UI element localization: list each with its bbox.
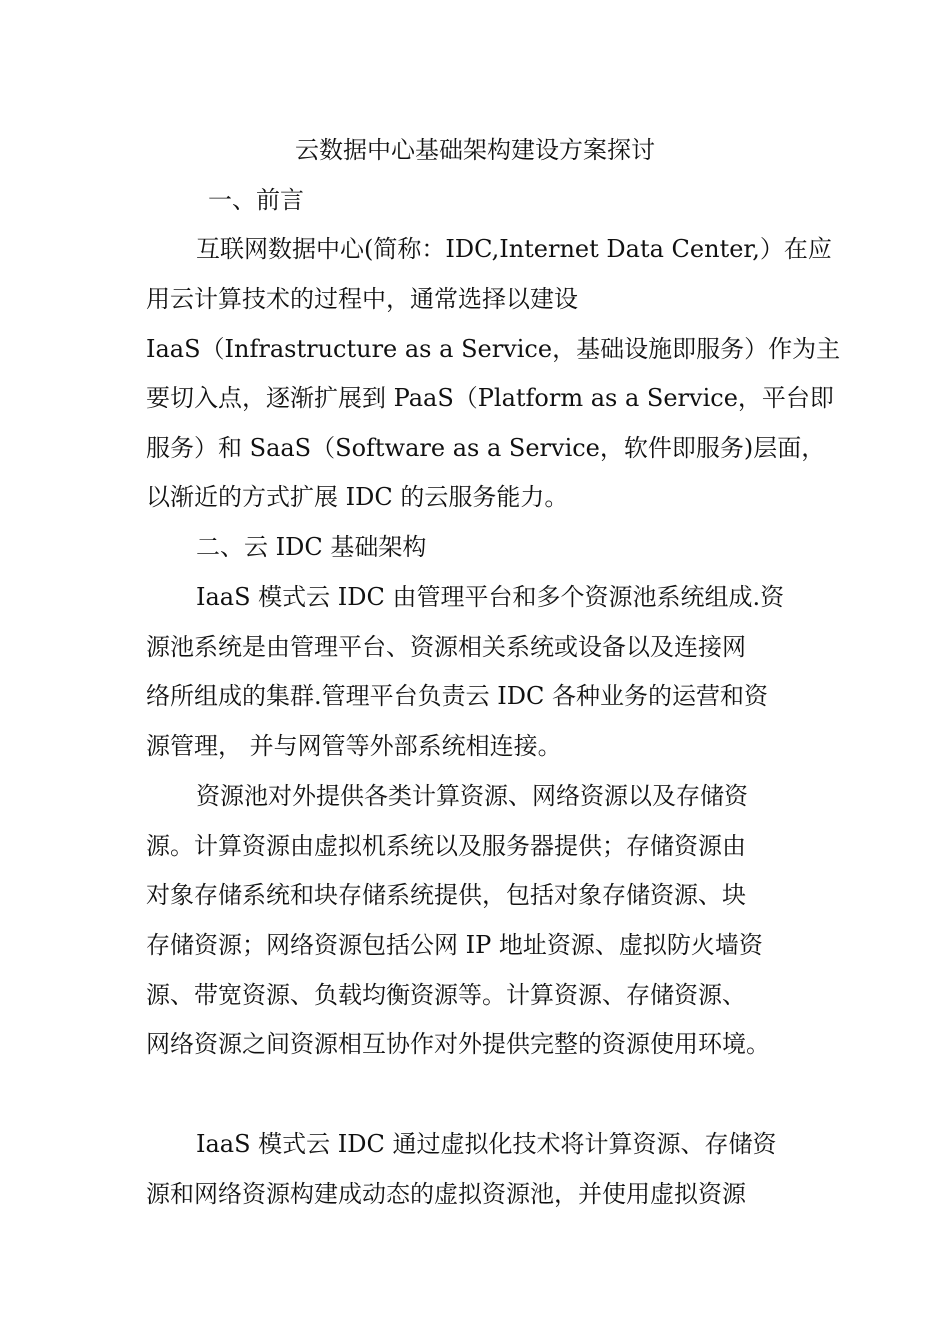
paragraph-line: 服务）和 SaaS（Software as a Service，软件即服务)层面， <box>146 434 826 462</box>
section-heading-preface: 一、前言 <box>208 186 304 214</box>
paragraph-line: 源池系统是由管理平台、资源相关系统或设备以及连接网 <box>146 633 746 661</box>
paragraph-line: 对象存储系统和块存储系统提供，包括对象存储资源、块 <box>146 881 746 909</box>
section-heading-architecture: 二、云 IDC 基础架构 <box>196 533 427 561</box>
paragraph-line: 源管理， 并与网管等外部系统相连接。 <box>146 732 562 760</box>
paragraph-line: 络所组成的集群.管理平台负责云 IDC 各种业务的运营和资 <box>146 682 768 710</box>
paragraph-line: 以渐近的方式扩展 IDC 的云服务能力。 <box>146 483 569 511</box>
paragraph-line: 互联网数据中心(简称：IDC,Internet Data Center,）在应 <box>196 235 832 263</box>
paragraph-line: IaaS 模式云 IDC 由管理平台和多个资源池系统组成.资 <box>196 583 785 611</box>
paragraph-line: IaaS（Infrastructure as a Service，基础设施即服务）作为主 <box>146 335 841 363</box>
paragraph-line: 源和网络资源构建成动态的虚拟资源池，并使用虚拟资源 <box>146 1180 746 1208</box>
paragraph-line: 资源池对外提供各类计算资源、网络资源以及存储资 <box>196 782 748 810</box>
document-title: 云数据中心基础架构建设方案探讨 <box>295 136 655 164</box>
paragraph-line: 用云计算技术的过程中，通常选择以建设 <box>146 285 578 313</box>
paragraph-line: 源。计算资源由虚拟机系统以及服务器提供；存储资源由 <box>146 832 746 860</box>
paragraph-line: 要切入点，逐渐扩展到 PaaS（Platform as a Service，平台即 <box>146 384 834 412</box>
paragraph-line: IaaS 模式云 IDC 通过虚拟化技术将计算资源、存储资 <box>196 1130 777 1158</box>
paragraph-line: 存储资源；网络资源包括公网 IP 地址资源、虚拟防火墙资 <box>146 931 763 959</box>
paragraph-line: 源、带宽资源、负载均衡资源等。计算资源、存储资源、 <box>146 981 746 1009</box>
paragraph-line: 网络资源之间资源相互协作对外提供完整的资源使用环境。 <box>146 1030 770 1058</box>
